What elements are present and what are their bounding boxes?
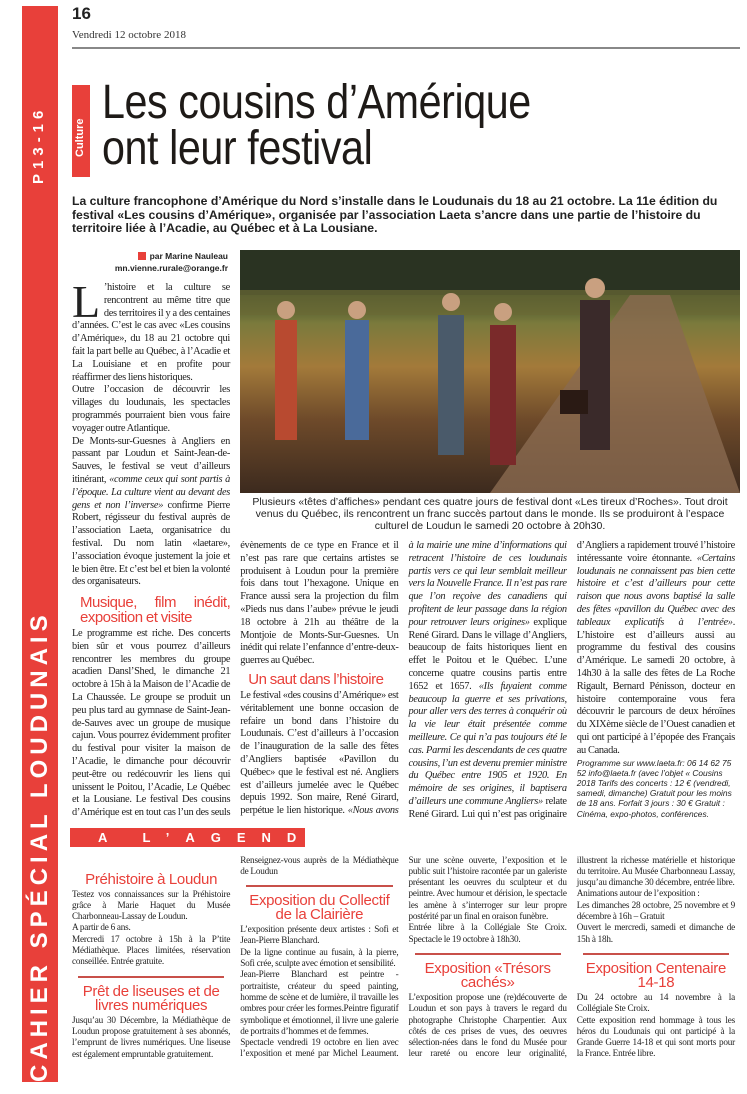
paragraph: Le programme est riche. Des concerts bien sûr et vous pourrez d’ailleurs rencontrer les membres du groupe acadien Dansl’Shed, le dimanche 21 octobre à 15h à la Maison de l’Acadie de La Chaussée. Le groupe se produit un peu plus tard au gymnase de Saint-Jean-de-Sauves avec un groupe de musique cajun. Vous pourrez évidemment profiter du festival pour visiter la maison de l’Acadie, le dimanche pour découvrir peut-être ou redécouvrir les liens qui unissent le Poitou, l’Acadie, Le Québec et la Lousiane. Le festival Des cousins d’Amérique est en tout cas l’un des seuls évènements de ce type en France et il n’est pas rare que certains artistes se produisent à Loudun pour la première fois dans tout l’hexagone. Unique en France aussi sera la projection du film «Pieds nus dans l’aube» prévue le jeudi 18 octobre à 21h au théâtre de la Montjoie de Monts-Sur-Guesnes. Un inédit qui relate l’enfannce d’entre-deux-guerres au Québec. bbox=[72, 540, 399, 819]
headline-line-1: Les cousins d’Amérique bbox=[102, 76, 531, 129]
agenda-text: Jusqu’au 30 Décembre, la Médiathèque de Loudun propose gratuitement à ses abonnés, l’emprunt de livres numériques. Une liseuse est également empruntable gratuitement. bbox=[72, 1014, 231, 1059]
text: Le festival «des cousins d’Amérique» est véritablement une bonne occasion de refaire un bond dans l’histoire du Loudunais. C’est d’ailleurs à l’occasion de l’inauguration de la salle des fêtes d’Angliers baptisée «Pavillon du Québec» que le festival est né. Angliers est d’ailleurs jumelée avec le Québec depuis 1992. Son maire, René Girard, perpétue le lien historique. bbox=[240, 689, 399, 817]
byline bbox=[80, 250, 228, 274]
text: explique René Girard. Dans le village d’Angliers, beaucoup de faits historiques lient en effet le Poitou et le Québec. L’une concerne quatre cousins partis entre 1652 et 1657. bbox=[408, 616, 567, 692]
culture-tag-label: Culture bbox=[74, 118, 86, 157]
article-columns bbox=[72, 540, 735, 822]
agenda-text: Jean-Pierre Blanchard est peintre - portraitiste, créateur du speed painting, homme de scène et de lumière, il travaille les ombres pour créer les formes.Peintre figuratif symbolique et émotionnel, il livre une galerie de portraits d’hommes et de femmes. bbox=[240, 969, 399, 1036]
agenda-text: Spectacle vendredi 19 octobre en lien avec l’exposition et mené par Michel Leaument. Sur une scène ouverte, l’exposition et le public suit l’histoire racontée par un galeriste présentant les oeuvres du sculpteur et du peintre. Avec humour et dérision, le spectacle les amène à s’interroger sur leur propre postérité par un final en oraison funèbre. bbox=[240, 854, 567, 1059]
agenda-text: L’exposition propose une (re)découverte de Loudun et son pays à travers le regard du photographe Christophe Charpentier. Aux côtés de ces prises de vues, des oeuvres sélection-nées dans le fond du Musée pour leur rareté ou encore leur originalité, illustrent la richesse matérielle et historique du territoire. Au Musée Charbonneau Lassay, jusqu’au dimanche 30 décembre, entrée libre. bbox=[408, 854, 735, 1059]
headline bbox=[102, 76, 531, 175]
lower-flow bbox=[72, 540, 735, 1060]
section-pages: P13-16 bbox=[30, 105, 47, 184]
agenda-text: De la ligne continue au fusain, à la pierre, Sofi crée, sculpte avec émotion et sensibilité. bbox=[240, 946, 399, 969]
section-sidebar bbox=[22, 6, 58, 1082]
agenda-divider bbox=[78, 976, 224, 978]
festival-photo bbox=[240, 250, 740, 493]
agenda-item-title: Exposition Centenaire 14-18 bbox=[585, 959, 726, 991]
quote: «Ils fuyaient comme beaucoup la guerre et ses privations, pour aller vers des terres à conquérir où la vie leur était présentée comme meilleure. Ce qui n’a pas toujours été le cas. Parmi les descendants de ces quatre cousins, l’un est devenu premier ministre du Québec entre 1905 et 1920. En mémoire de ses origines, il baptisera d’ailleurs une commune Angliers» bbox=[408, 680, 567, 807]
headline-line-2: ont leur festival bbox=[102, 122, 373, 175]
paragraph: Outre l’occasion de découvrir les villages du loudunais, les spectacles programmés pourraient bien vous faire voyager outre Atlantique. bbox=[72, 384, 230, 434]
agenda-text: Mercredi 17 octobre à 15h à la P’tite Médiathèque. Places limitées, réservation conseillée. Entrée gratuite. bbox=[72, 933, 231, 967]
header-rule bbox=[72, 47, 740, 49]
agenda-text: Animations autour de l’exposition : bbox=[576, 888, 700, 899]
author-email: mn.vienne.rurale@orange.fr bbox=[114, 263, 228, 273]
agenda-columns bbox=[72, 855, 735, 1060]
practical-info: Programme sur www.laeta.fr: 06 14 62 75 52 info@laeta.fr (avec l’objet « Cousins 2018 Tarifs des concerts : 12 € (vendredi, samedi, dimanche) Gratuit pour les moins de 18 ans. Forfait 3 jours : 30 € Gratuit : Cinéma, expo-photos, conférences. bbox=[576, 757, 732, 819]
agenda-text: Cette exposition rend hommage à tous les héros du Loudunais qui ont participé à la Grande Guerre 14-18 et qui sont morts pour la France. Entrée libre. bbox=[576, 1014, 735, 1059]
culture-tag bbox=[72, 85, 90, 177]
agenda-divider bbox=[583, 953, 729, 955]
musicians-on-road-image bbox=[240, 250, 740, 493]
paragraph: ’histoire et la culture se rencontrent au même titre que des territoires il y a des centaines d’années. C’est le cas avec «Les cousins d’Amérique», du 18 au 21 octobre qui fait la part belle au Québec, à l’Acadie et La Louisiane et en profite pour réaffirmer des liens historiques. bbox=[72, 282, 230, 383]
text: De Monts-sur-Guesnes à Angliers en passant par Loudun et Saint-Jean-de-Sauves, le festival se veut d’ailleurs itinérant, bbox=[72, 435, 230, 485]
agenda-item-title: Exposition du Collectif de la Clairière bbox=[249, 892, 390, 924]
agenda-divider bbox=[415, 953, 561, 955]
subheading: Musique, film inédit, exposition et visite bbox=[80, 594, 231, 626]
issue-date: Vendredi 12 octobre 2018 bbox=[72, 29, 186, 41]
agenda-text: Renseignez-vous auprès de la Médiathèque de Loudun bbox=[240, 854, 399, 876]
agenda-text: Du 24 octobre au 14 novembre à la Collégiale Ste Croix. bbox=[576, 991, 735, 1014]
agenda-banner: A L’AGENDA bbox=[70, 828, 305, 847]
photo-caption: Plusieurs «têtes d’affiches» pendant ces quatre jours de festival dont «Les tireux d’Roches». Tout droit venus du Québec, ils rencontrent un franc succès partout dans le monde. Ils se produiront à l’espace culturel de Loudun le samedi 20 octobre à 20h30. bbox=[252, 496, 728, 532]
byline-marker bbox=[138, 252, 146, 260]
quote: «Nous avons à la mairie une mine d’informations qui retracent l’histoire de ces loudunais partis vers ce qui leur semblait meilleur vers la Nouvelle France. Il n’est pas rare que l’on reçoive des canadiens qui profitent de leur passage dans la région pour retrouver leurs origines» bbox=[347, 540, 567, 817]
drop-cap: L bbox=[72, 276, 100, 327]
agenda-item-title: Préhistoire à Loudun bbox=[85, 870, 218, 888]
agenda-text: Ouvert le mercredi, samedi et dimanche de 15h à 18h. bbox=[576, 922, 735, 944]
agenda-text: Testez vos connaissances sur la Préhistoire grâce à Marie Haquet du Musée Charbonneau-Lassay de Loudun. bbox=[72, 888, 231, 922]
agenda-item-title: Exposition «Trésors cachés» bbox=[424, 959, 551, 991]
text: . L’histoire est d’ailleurs aussi au programme du festival des cousins d’Amérique. Le samedi 20 octobre, à 14h30 à la salle des fêtes de La Roche Rigault, Bernard Pénisson, docteur en histoire contemporaine vous fera découvrir le parcours de deux héroïnes du XIXème siècle de l’Ouest canadien et qui ont participé à l’épopée des Français au Canada. bbox=[576, 616, 735, 756]
article-deck: La culture francophone d’Amérique du Nord s’installe dans le Loudunais du 18 au 21 octobre. La 11e édition du festival «Les cousins d’Amérique», organisée par l’association Laeta s’ancre dans une partie de l’histoire du territoire liée à l’Acadie, au Québec et à La Lousiane. bbox=[72, 194, 718, 235]
agenda-item-title: Prêt de liseuses et de livres numériques bbox=[82, 982, 220, 1014]
quote: «comme ceux qui sont partis à l’époque. La culture vient au devant des gens et non l’inverse» bbox=[72, 473, 230, 511]
text: confirme Pierre Robert, régisseur du festival auprès de l’association Laeta, organisatrice du festival. Du nom latin «laetare», l’association évoque justement la joie et le bien être. Et c’est bel et bien la volonté des organisateurs. bbox=[72, 499, 230, 588]
quote: «Certains loudunais ne connaissent pas bien cette histoire et c’est d’ailleurs pour cette raison que nous avons baptisé la salle des fêtes «pavillon du Québec avec des tableaux explicatifs à l’entrée» bbox=[576, 552, 735, 628]
author: par Marine Nauleau bbox=[149, 251, 228, 261]
text: relate René Girard. Lui qui n’est pas originaire d’Angliers a rapidement trouvé l’histoire intéressante voire étonnante. bbox=[408, 540, 735, 820]
agenda-text: Entrée libre à la Collégiale Ste Croix. Spectacle le 19 octobre à 18h30. bbox=[408, 922, 567, 944]
agenda-text: A partir de 6 ans. bbox=[72, 922, 131, 933]
agenda-text: Les dimanches 28 octobre, 25 novembre et 9 décembre à 16h – Gratuit bbox=[576, 899, 735, 922]
agenda-divider bbox=[246, 885, 392, 887]
column-spacer bbox=[72, 540, 230, 591]
section-title: CAHIER SPÉCIAL LOUDUNAIS bbox=[26, 610, 53, 1082]
subheading: Un saut dans l’histoire bbox=[248, 670, 384, 688]
page-number: 16 bbox=[72, 4, 91, 23]
agenda-text: L’exposition présente deux artistes : Sofi et Jean-Pierre Blanchard. bbox=[240, 924, 399, 946]
